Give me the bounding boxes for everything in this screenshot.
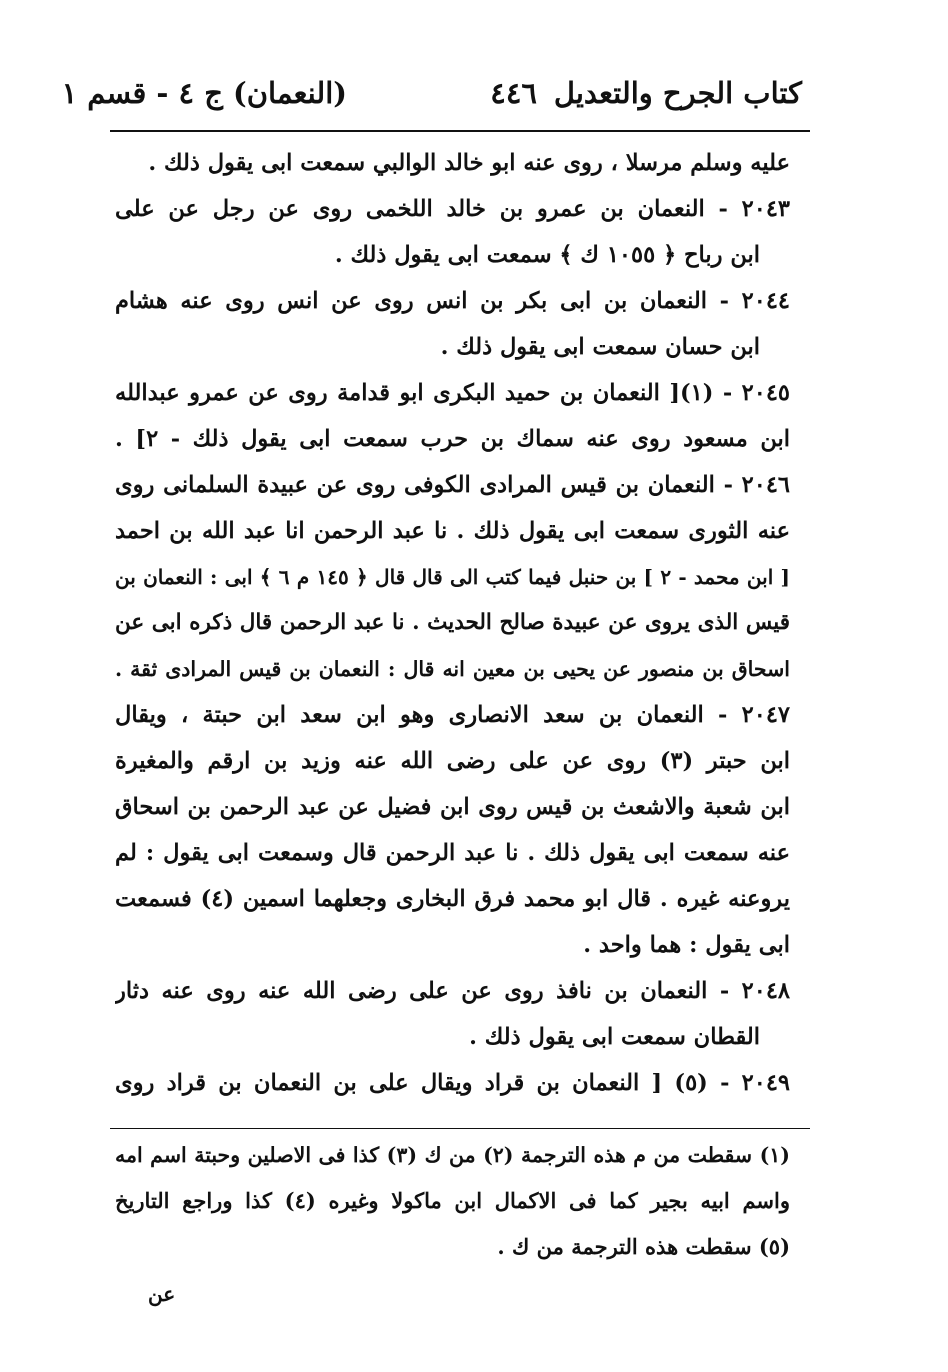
text-line: ابن حسان سمعت ابى يقول ذلك . — [440, 334, 760, 360]
text-line: عنه الثورى سمعت ابى يقول ذلك . نا عبد الرحمن انا عبد الله بن احمد — [115, 518, 790, 544]
text-line: اسحاق بن منصور عن يحيى بن معين انه قال : النعمان بن قيس المرادى ثقة . — [115, 657, 790, 681]
footnote-rule — [110, 1128, 810, 1129]
entry-2047-line: ٢٠٤٧ - النعمان بن سعد الانصارى وهو ابن سعد ابن حبتة ، ويقال — [115, 702, 790, 728]
footnote-line: واسم ابيه بجير كما فى الاكمال ابن ماكولا وغيره (٤) كذا وراجع التاريخ — [115, 1188, 790, 1213]
text-line: عليه وسلم مرسلا ، روى عنه ابو خالد الوالبي سمعت ابى يقول ذلك . — [148, 150, 790, 176]
footnotes — [115, 1132, 790, 1270]
volume-section: (النعمان) ج ٤ - قسم ١ — [61, 76, 347, 110]
text-line: ابن رباح ﴿ ١٠٥٥ ك ﴾ سمعت ابى يقول ذلك . — [334, 242, 760, 268]
book-title: كتاب الجرح والتعديل — [553, 76, 802, 110]
text-line: ابن مسعود روى عنه سماك بن حرب سمعت ابى يقول ذلك - ٢] . — [115, 426, 790, 452]
entry-2048-line: ٢٠٤٨ - النعمان بن نافذ روى عن على رضى الله عنه روى عنه دثار — [115, 978, 790, 1004]
running-header — [61, 76, 802, 120]
text-line: ابن شعبة والاشعث بن قيس روى ابن فضيل عن عبد الرحمن بن اسحاق — [115, 794, 790, 820]
text-line: ابى يقول : هما واحد . — [583, 932, 790, 958]
page-number: ٤٤٦ — [490, 76, 537, 110]
footnote-line: (٥) سقطت هذه الترجمة من ك . — [497, 1234, 790, 1259]
catchword: عن — [148, 1282, 176, 1306]
main-text — [115, 140, 790, 1106]
entry-2049-line: ٢٠٤٩ - (٥) [ النعمان بن قراد ويقال على بن النعمان بن قراد روى — [115, 1070, 790, 1096]
entry-2043-line: ٢٠٤٣ - النعمان بن عمرو بن خالد اللخمى روى عن رجل عن على — [115, 196, 790, 222]
text-line: عنه سمعت ابى يقول ذلك . نا عبد الرحمن قال وسمعت ابى يقول : لم — [115, 840, 790, 866]
entry-2044-line: ٢٠٤٤ - النعمان بن ابى بكر بن انس روى عن انس روى عنه هشام — [115, 288, 790, 314]
header-rule — [110, 130, 810, 132]
entry-2046-line: ٢٠٤٦ - النعمان بن قيس المرادى الكوفى روى عن عبيدة السلمانى روى — [115, 472, 790, 498]
text-line: ابن حبتر (٣) روى عن على رضى الله عنه وزيد بن ارقم والمغيرة — [115, 748, 790, 774]
text-line: قيس الذى يروى عن عبيدة صالح الحديث . نا عبد الرحمن قال ذكره ابى عن — [115, 610, 790, 635]
text-line: [ ابن محمد - ٢ ] بن حنبل فيما كتب الى قال قال ﴿ ١٤٥ م ٦ ﴾ ابى : النعمان بن — [115, 565, 790, 589]
text-line: القطان سمعت ابى يقول ذلك . — [469, 1024, 760, 1050]
text-line: يروعنه غيره . قال ابو محمد فرق البخارى وجعلهما اسمين (٤) فسمعت — [115, 886, 790, 912]
footnote-line: (١) سقطت من م هذه الترجمة (٢) من ك (٣) كذا فى الاصلين وحبتة اسم امه — [115, 1143, 790, 1167]
entry-2045-line: ٢٠٤٥ - (١)[ النعمان بن حميد البكرى ابو قدامة روى عن عمرو عبدالله — [115, 380, 790, 406]
